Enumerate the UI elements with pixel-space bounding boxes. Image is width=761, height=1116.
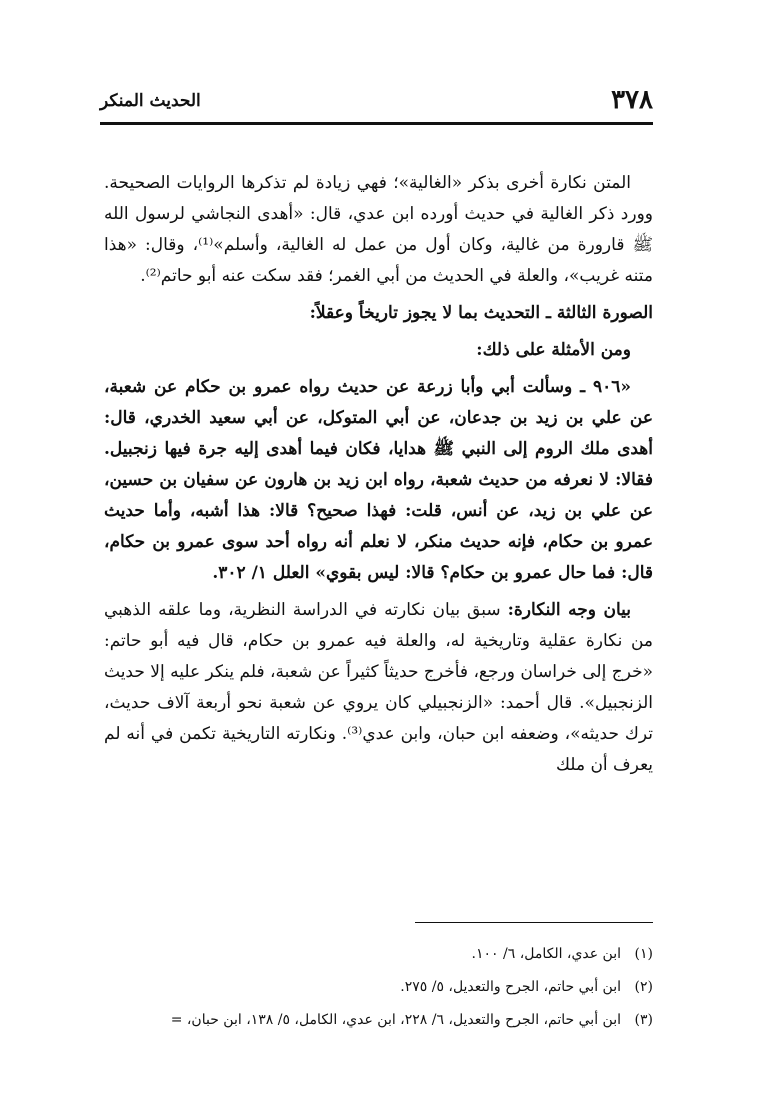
footnote-text: ابن أبي حاتم، الجرح والتعديل، ٦/ ٢٢٨، ابن عدي، الكامل، ٥/ ١٣٨، ابن حبان، = bbox=[170, 1012, 621, 1028]
header-rule bbox=[100, 122, 653, 125]
footnote-rule bbox=[415, 922, 653, 923]
footnote-item bbox=[104, 938, 653, 971]
page-number: ٣٧٨ bbox=[611, 85, 653, 115]
paragraph-1: المتن نكارة أخرى بذكر «الغالية»؛ فهي زيادة لم تذكرها الروايات الصحيحة. وورد ذكر الغالية في حديث أورده ابن عدي، قال: «أهدى النجاشي لرسول الله ﷺ قارورة من غالية، وكان أول من عمل له الغالية، وأسلم»⁽¹⁾، وقال: «هذا متنه غريب»، والعلة في الحديث من أبي الغمر؛ فقد سكت عنه أبو حاتم⁽²⁾. bbox=[104, 173, 653, 286]
page-header bbox=[100, 84, 653, 124]
footnote-number: (١) bbox=[634, 946, 653, 962]
running-title: الحديث المنكر bbox=[100, 91, 201, 111]
footnotes bbox=[104, 938, 653, 1037]
examples-intro: ومن الأمثلة على ذلك: bbox=[476, 340, 631, 360]
section-heading: الصورة الثالثة ـ التحديث بما لا يجوز تاريخاً وعقلاً: bbox=[309, 303, 653, 323]
explanation-text: سبق بيان نكارته في الدراسة النظرية، وما علقه الذهبي من نكارة عقلية وتاريخية له، والعلة فيه عمرو بن حكام، قال فيه أبو حاتم: «خرج إلى خراسان ورجع، فأخرج حديثاً كثيراً عن شعبة، فلم ينكر عليه إلا حديث الزنجبيل». قال أحمد: «الزنجبيلي كان يروي عن شعبة نحو أربعة آلاف حديث، ترك حديثه»، وضعفه ابن حبان، وابن عدي⁽³⁾. ونكارته التاريخية تكمن في أنه لم يعرف أن ملك bbox=[104, 600, 653, 775]
explanation-label: بيان وجه النكارة: bbox=[507, 600, 632, 620]
footnote-number: (٣) bbox=[634, 1012, 653, 1028]
footnote-number: (٢) bbox=[634, 979, 653, 995]
footnote-text: ابن عدي، الكامل، ٦/ ١٠٠. bbox=[471, 946, 621, 962]
hadith-quote: «٩٠٦ ـ وسألت أبي وأبا زرعة عن حديث رواه عمرو بن حكام عن شعبة، عن علي بن زيد بن جدعان، عن أبي المتوكل، عن أبي سعيد الخدري، قال: أهدى ملك الروم إلى النبي ﷺ هدايا، فكان فيما أهدى إليه جرة فيها زنجبيل. فقالا: لا نعرفه من حديث شعبة، رواه ابن زيد بن هارون عن سفيان بن حسين، عن علي بن زيد، عن أنس، قلت: فهذا صحيح؟ قالا: هذا أشبه، وأما حديث عمرو بن حكام، فإنه حديث منكر، لا نعلم أنه رواه أحد سوى عمرو بن حكام، قال: فما حال عمرو بن حكام؟ قالا: ليس بقوي» العلل ١/ ٣٠٢. bbox=[104, 377, 653, 583]
main-text bbox=[104, 168, 653, 781]
explanation-paragraph bbox=[104, 595, 653, 781]
footnote-item bbox=[104, 971, 653, 1004]
footnote-text: ابن أبي حاتم، الجرح والتعديل، ٥/ ٢٧٥. bbox=[400, 979, 621, 995]
footnote-item bbox=[104, 1004, 653, 1037]
